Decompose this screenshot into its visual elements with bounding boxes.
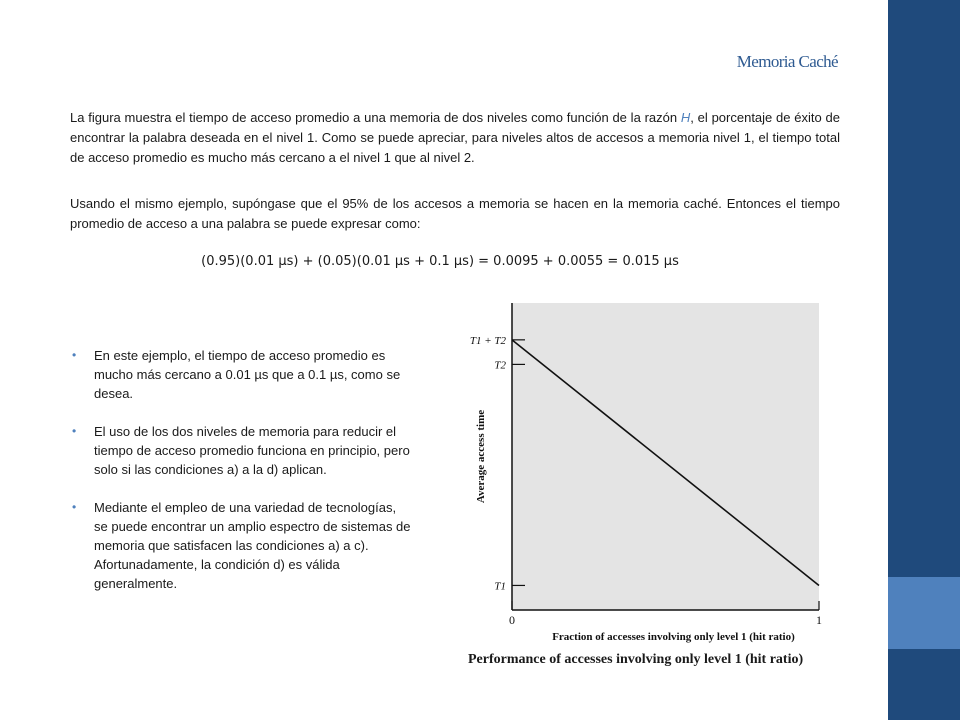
plot-area [512, 303, 819, 610]
example-paragraph: Usando el mismo ejemplo, supóngase que el 95% de los accesos a memoria se hacen en la memoria caché. Entonces el tiempo promedio de acceso a una palabra se puede expresar como: [70, 196, 840, 231]
bullet-item [72, 346, 412, 403]
intro-text-after: , el porcentaje de éxito de encontrar la palabra deseada en el nivel 1. Como se puede apreciar, para niveles altos de accesos a memoria nivel 1, el tiempo total de acceso promedio es mucho más cercano a el nivel 1 que al nivel 2. [70, 110, 840, 165]
bullet-text: Mediante el empleo de una variedad de tecnologías, se puede encontrar un amplio espectro de sistemas de memoria que satisfacen las condiciones a) a c). Afortunadamente, la condición d) es válida generalmente. [94, 500, 411, 591]
y-tick-label: T1 [494, 580, 506, 593]
access-time-chart [460, 303, 848, 648]
bullet-icon: • [72, 500, 77, 514]
bullet-item [72, 422, 412, 479]
intro-text-before: La figura muestra el tiempo de acceso promedio a una memoria de dos niveles como función de la razón [70, 110, 681, 125]
y-tick-label: T2 [494, 359, 506, 372]
sidebar-accent-square [888, 577, 960, 649]
access-time-figure [460, 303, 848, 700]
bullet-text: El uso de los dos niveles de memoria para reducir el tiempo de acceso promedio funciona en principio, pero solo si las condiciones a) a la d) aplican. [94, 424, 410, 477]
x-tick-label: 0 [509, 613, 515, 627]
y-axis-label: Average access time [475, 409, 487, 504]
access-time-formula: (0.95)(0.01 μs) + (0.05)(0.01 μs + 0.1 μs) = 0.0095 + 0.0055 = 0.015 μs [201, 254, 679, 269]
bullet-icon: • [72, 348, 77, 362]
bullet-list [72, 346, 412, 612]
figure-caption: Performance of accesses involving only level 1 (hit ratio) [468, 652, 804, 667]
bullet-item [72, 498, 412, 593]
x-axis-label: Fraction of accesses involving only level 1 (hit ratio) [552, 631, 795, 643]
x-tick-label: 1 [816, 613, 822, 627]
bullet-icon: • [72, 424, 77, 438]
bullet-text: En este ejemplo, el tiempo de acceso promedio es mucho más cercano a 0.01 µs que a 0.1 µs, como se desea. [94, 348, 401, 401]
slide-title: Memoria Caché [736, 52, 838, 71]
y-tick-label: T1 + T2 [469, 334, 506, 347]
intro-paragraph [70, 108, 840, 168]
hit-ratio-variable: H [680, 110, 691, 125]
